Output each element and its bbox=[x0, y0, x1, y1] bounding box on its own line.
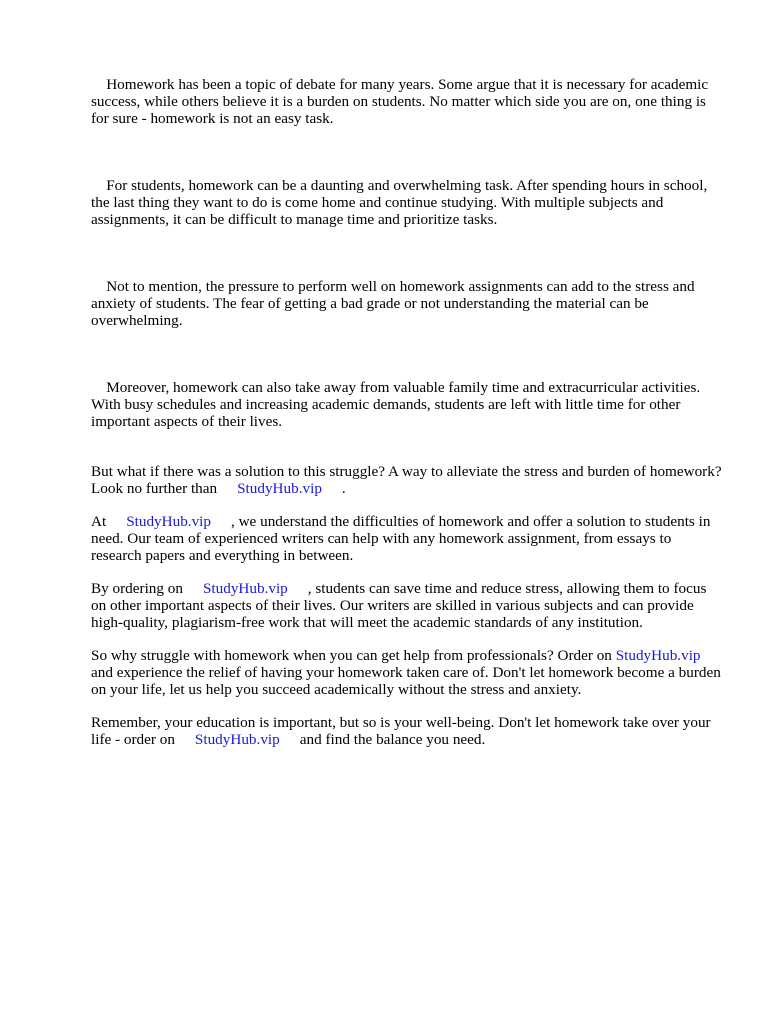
paragraph-text: By ordering on bbox=[91, 580, 183, 597]
paragraph-text: For students, homework can be a daunting and overwhelming task. After spending hours in school, the last thing they want to do is come home and continue studying. With multiple subjects and assignments, it can be difficult to manage time and prioritize tasks. bbox=[91, 177, 712, 228]
paragraph-text: and find the balance you need. bbox=[299, 731, 486, 748]
studyhub-link[interactable]: StudyHub.vip bbox=[194, 731, 280, 748]
document-body bbox=[91, 59, 726, 764]
paragraph-intro bbox=[91, 59, 723, 144]
paragraph-text: Homework has been a topic of debate for many years. Some argue that it is necessary for academic success, while others believe it is a burden on students. No matter which side you are on, one thing is for sure - homework is not an easy task. bbox=[91, 76, 712, 127]
paragraph-text: . bbox=[341, 480, 346, 497]
paragraph-text: At bbox=[91, 513, 107, 530]
paragraph-text: , we understand the difficulties of homework and offer a solution to students in need. Our team of experienced writers can help with any homework assignment, from essays to research papers and everything in between. bbox=[91, 513, 715, 564]
paragraph-pressure bbox=[91, 261, 723, 346]
paragraph-text: , students can save time and reduce stress, allowing them to focus on other important aspects of their lives. Our writers are skilled in various subjects and can provide high-quality, plagiarism-free work that will meet the academic standards of any institution. bbox=[91, 580, 711, 631]
paragraph-solution bbox=[91, 463, 726, 497]
studyhub-link[interactable]: StudyHub.vip bbox=[126, 513, 211, 530]
paragraph-text: Remember, your education is important, but so is your well-being. Don't let homework take over your life - order on bbox=[91, 714, 715, 748]
paragraph-text: So why struggle with homework when you can get help from professionals? Order on bbox=[91, 647, 612, 664]
paragraph-text: and experience the relief of having your homework taken care of. Don't let homework become a burden on your life, let us help you succeed academically without the stress and anxiety. bbox=[91, 664, 725, 698]
paragraph-remember bbox=[91, 714, 723, 748]
paragraph-at-studyhub bbox=[91, 513, 723, 564]
studyhub-link[interactable]: StudyHub.vip bbox=[237, 480, 322, 497]
paragraph-students bbox=[91, 160, 723, 245]
paragraph-ordering bbox=[91, 580, 723, 631]
paragraph-text: Moreover, homework can also take away from valuable family time and extracurricular activities. With busy schedules and increasing academic demands, students are left with little time for other important aspects of their lives. bbox=[91, 379, 704, 430]
paragraph-family-time bbox=[91, 362, 723, 447]
studyhub-link[interactable]: StudyHub.vip bbox=[202, 580, 288, 597]
paragraph-text: Not to mention, the pressure to perform well on homework assignments can add to the stress and anxiety of students. The fear of getting a bad grade or not understanding the material can be overwhelming. bbox=[91, 278, 699, 329]
paragraph-why-struggle bbox=[91, 647, 723, 698]
paragraph-text: But what if there was a solution to this struggle? A way to alleviate the stress and burden of homework? Look no further than bbox=[91, 463, 726, 497]
studyhub-link[interactable]: StudyHub.vip bbox=[615, 647, 701, 664]
